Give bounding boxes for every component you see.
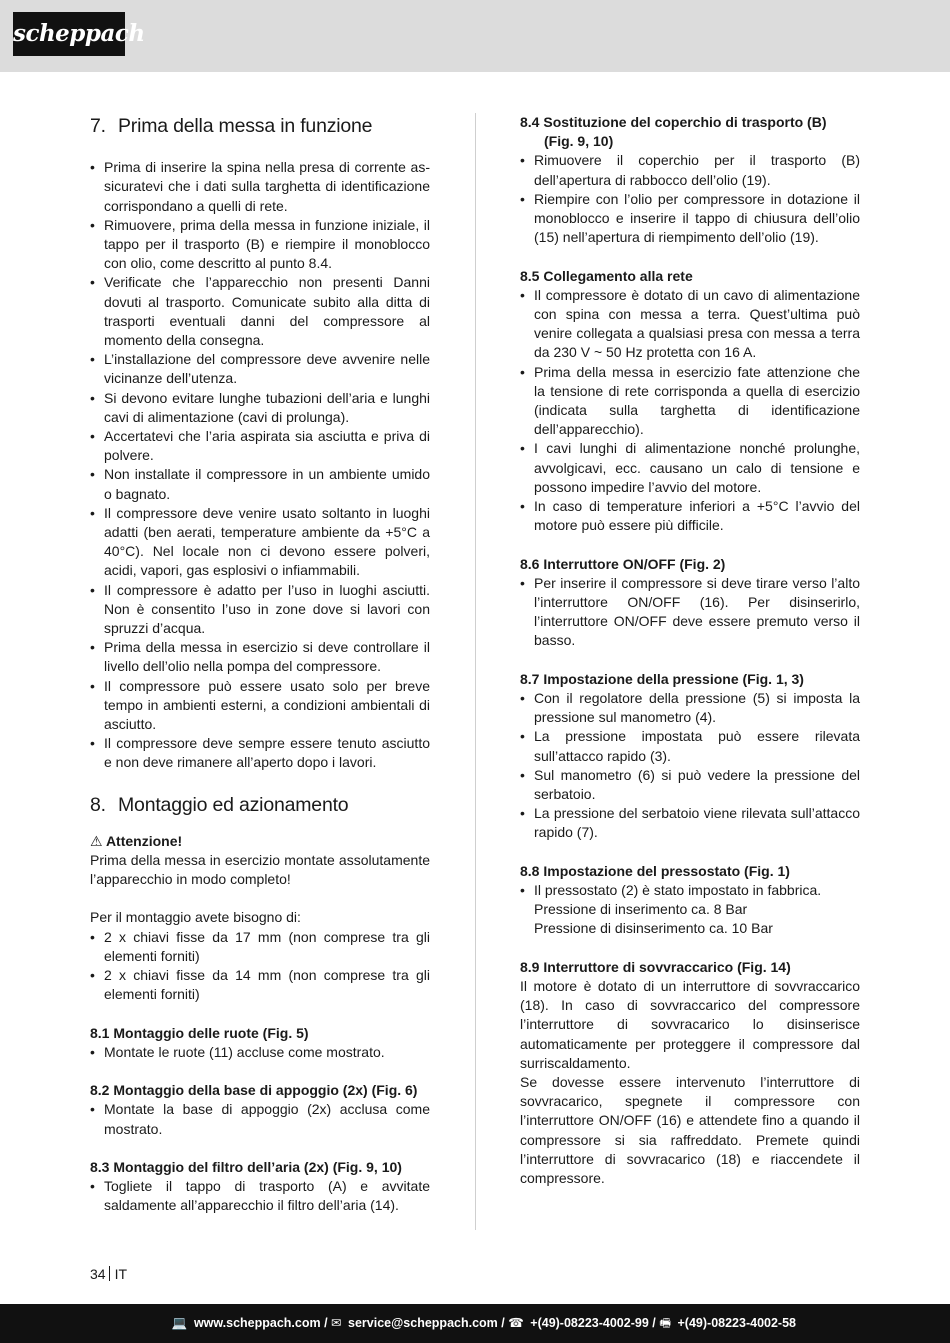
computer-icon: 💻: [171, 1316, 188, 1330]
subsection-8-2-list: [90, 1100, 430, 1138]
list-item: • Rimuovere, prima della messa in funzione iniziale, il tappo per il trasporto (B) e riempire il monoblocco con olio, come descritto al punto 8.4.: [90, 216, 430, 274]
list-item: • Il compressore deve venire usato soltanto in luoghi adatti (ben aerati, temperature ambiente da +5°C a 40°C). Nel locale non ci devono essere polveri, acidi, vapori, gas esplosivi o infiammabili.: [90, 504, 430, 581]
warning-icon: ⚠: [90, 832, 103, 849]
list-item: • Riempire con l’olio per compressore in dotazione il monoblocco e inserire il tappo di chiusura dell’olio (15) nell’apertura di riempimento dell’olio (19).: [520, 190, 860, 248]
subsection-8-1-heading: 8.1 Montaggio delle ruote (Fig. 5): [90, 1024, 309, 1041]
list-item: • Si devono evitare lunghe tubazioni dell’aria e lunghi cavi di alimentazione (cavi di prolunga).: [90, 389, 430, 427]
section-7-list: [90, 158, 430, 773]
footer-bar: [0, 1304, 950, 1343]
list-item: • I cavi lunghi di alimentazione nonché prolunghe, avvolgicavi, ecc. causano un calo di tensione e possono impedire l’avvio del motore.: [520, 439, 860, 497]
list-item: • Prima della messa in esercizio fate attenzione che la tensione di rete corrisponda a quella di esercizio (indicata sulla targhetta di identificazione dell’apparecchio).: [520, 363, 860, 440]
list-item: • Montate le ruote (11) accluse come mostrato.: [90, 1043, 430, 1062]
list-item: • Il compressore deve sempre essere tenuto asciutto e non deve rimanere all’aperto dopo i lavori.: [90, 734, 430, 772]
subsection-8-6-list: [520, 574, 860, 651]
subsection-8-7-heading: 8.7 Impostazione della pressione (Fig. 1, 3): [520, 670, 804, 687]
list-item: • Togliete il tappo di trasporto (A) e avvitate saldamente all’apparecchio il filtro dell’aria (14).: [90, 1177, 430, 1215]
list-item: • L’installazione del compressore deve avvenire nelle vicinanze dell’utenza.: [90, 350, 430, 388]
list-item: • La pressione impostata può essere rilevata sull’attacco rapido (3).: [520, 727, 860, 765]
phone-icon: ☎: [508, 1316, 524, 1330]
list-item: • Non installate il compressore in un ambiente umido o bagnato.: [90, 465, 430, 503]
page-number: 34 IT: [90, 1266, 128, 1282]
subsection-8-4-list: [520, 151, 860, 247]
subsection-8-4-heading: 8.4 Sostituzione del coperchio di trasporto (B) (Fig. 9, 10): [520, 114, 827, 150]
list-item: • In caso di temperature inferiori a +5°C l’avvio del motore può essere più difficile.: [520, 497, 860, 535]
subsection-8-3-list: [90, 1177, 430, 1215]
list-item: • 2 x chiavi fisse da 17 mm (non comprese tra gli elementi forniti): [90, 928, 430, 966]
scheppach-logo: scheppach: [13, 12, 125, 56]
overload-paragraph-2: Se dovesse essere intervenuto l’interruttore di sovvracarico, spegnete il compressore con l’interruttore ON/OFF (16) e attendete fino a quando il compressore si sia raffreddato. Premete quindi l’interruttore di sovvracarico (18) e riaccendete il compressore.: [520, 1074, 860, 1187]
fax-icon: 🖷: [659, 1316, 672, 1330]
list-item: • Il pressostato (2) è stato impostato in fabbrica.: [520, 881, 860, 900]
subsection-8-7-list: [520, 689, 860, 843]
list-item: • Accertatevi che l’aria aspirata sia asciutta e priva di polvere.: [90, 427, 430, 465]
subsection-8-1-list: [90, 1043, 430, 1062]
list-item: • Rimuovere il coperchio per il trasporto (B) dell’apertura di rabbocco dell’olio (19).: [520, 151, 860, 189]
footer-website[interactable]: www.scheppach.com /: [193, 1316, 328, 1330]
page-number-separator: [109, 1266, 110, 1281]
list-item: • Sul manometro (6) si può vedere la pressione del serbatoio.: [520, 766, 860, 804]
list-item: • Con il regolatore della pressione (5) si imposta la pressione sul manometro (4).: [520, 689, 860, 727]
section-7-heading: 7. Prima della messa in funzione: [90, 115, 373, 137]
footer-fax: +(49)-08223-4002-58: [677, 1316, 796, 1330]
right-column: [520, 113, 860, 1188]
list-item: • Per inserire il compressore si deve tirare verso l’alto l’interruttore ON/OFF (16). Per disinserirlo, l’interruttore ON/OFF deve essere premuto verso il basso.: [520, 574, 860, 651]
pressure-off-line: Pressione di disinserimento ca. 10 Bar: [534, 920, 773, 937]
list-item: • La pressione del serbatoio viene rilevata sull’attacco rapido (7).: [520, 804, 860, 842]
footer-email[interactable]: service@scheppach.com /: [348, 1316, 505, 1330]
subsection-8-5-list: [520, 286, 860, 536]
subsection-8-8-heading: 8.8 Impostazione del pressostato (Fig. 1): [520, 862, 790, 879]
overload-paragraph-1: Il motore è dotato di un interruttore di sovvraccarico (18). In caso di sovvraccarico del compressore l’interruttore di sovvracarico lo disinserisce automaticamente per proteggere il compressore dal surriscaldamento.: [520, 978, 860, 1071]
subsection-8-5-heading: 8.5 Collegamento alla rete: [520, 267, 693, 284]
list-item: • Montate la base di appoggio (2x) acclusa come mostrato.: [90, 1100, 430, 1138]
subsection-8-2-heading: 8.2 Montaggio della base di appoggio (2x) (Fig. 6): [90, 1082, 418, 1099]
subsection-8-6-heading: 8.6 Interruttore ON/OFF (Fig. 2): [520, 555, 726, 572]
section-8-heading: 8. Montaggio ed azionamento: [90, 793, 349, 816]
list-item: • 2 x chiavi fisse da 14 mm (non comprese tra gli elementi forniti): [90, 966, 430, 1004]
tools-intro: Per il montaggio avete bisogno di:: [90, 909, 301, 926]
header-bar: [0, 0, 950, 72]
list-item: • Il compressore può essere usato solo per breve tempo in ambienti esterni, a condizioni ambientali di asciutto.: [90, 677, 430, 735]
list-item: • Prima di inserire la spina nella presa di corrente assicuratevi che i dati sulla targhetta di identificazione corrispondano a quelli di rete.: [90, 158, 430, 216]
list-item: • Prima della messa in esercizio si deve controllare il livello dell’olio nella pompa del compressore.: [90, 638, 430, 676]
footer-phone: +(49)-08223-4002-99 /: [530, 1316, 656, 1330]
left-column: [90, 113, 430, 1216]
warning-text: Prima della messa in esercizio montate assolutamente l’apparecchio in modo completo!: [90, 851, 430, 888]
subsection-8-3-heading: 8.3 Montaggio del filtro dell’aria (2x) (Fig. 9, 10): [90, 1159, 402, 1176]
subsection-8-9-heading: 8.9 Interruttore di sovvraccarico (Fig. 14): [520, 958, 791, 975]
mail-icon: ✉: [331, 1316, 342, 1330]
subsection-8-8-list: [520, 881, 860, 900]
list-item: • Verificate che l’apparecchio non presenti Danni dovuti al trasporto. Comunicate subito alla ditta di trasporti eventuali danni del compressore al momento della consegna.: [90, 273, 430, 350]
tools-list: [90, 928, 430, 1005]
pressure-on-line: Pressione di inserimento ca. 8 Bar: [534, 901, 748, 918]
list-item: • Il compressore è dotato di un cavo di alimentazione con spina con messa a terra. Quest’ultima può venire collegata a qualsiasi presa con messa a terra da 230 V ~ 50 Hz protetta con 16 A.: [520, 286, 860, 363]
warning-heading: ⚠ Attenzione!: [90, 832, 183, 849]
column-divider: [475, 113, 476, 1230]
list-item: • Il compressore è adatto per l’uso in luoghi asciutti. Non è consentito l’uso in zone dove si lavori con spruzzi d’acqua.: [90, 581, 430, 639]
